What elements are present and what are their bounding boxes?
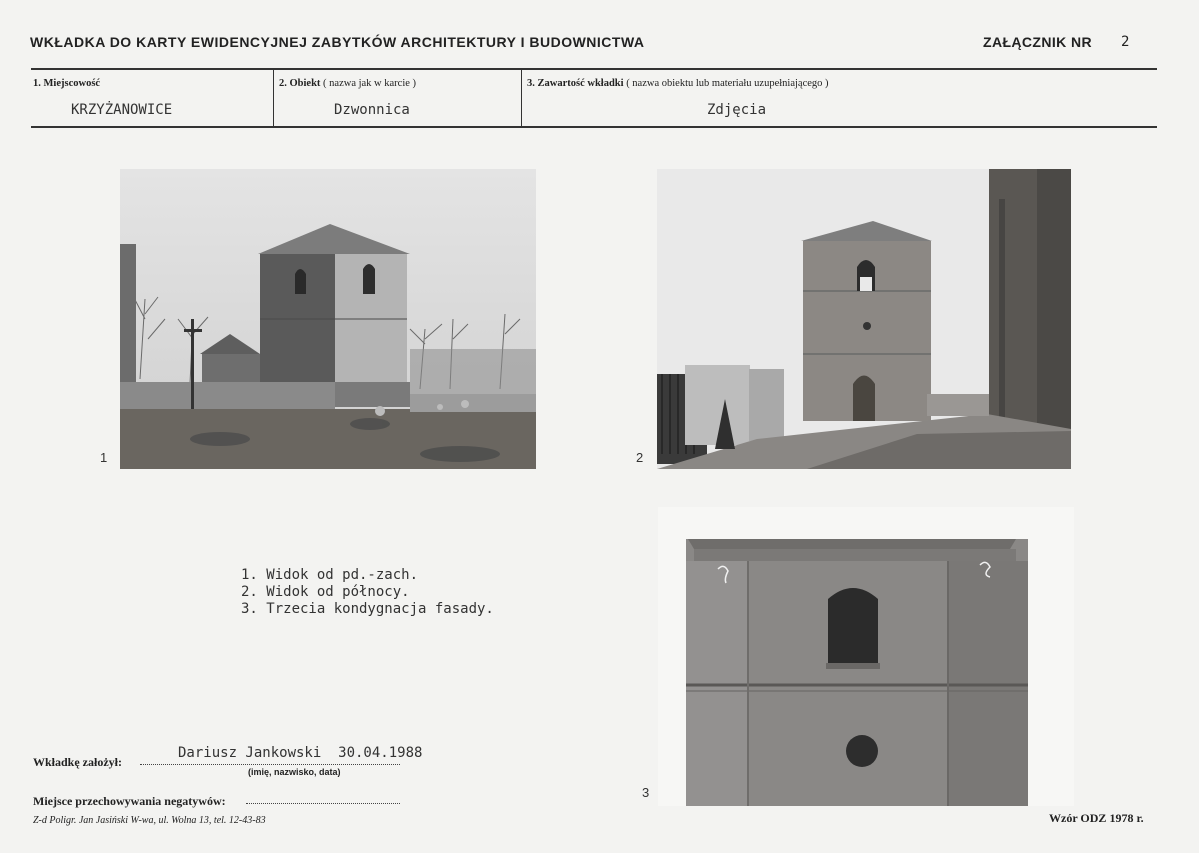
- caption-2: 2. Widok od północy.: [241, 584, 410, 600]
- printer-imprint: Z-d Poligr. Jan Jasiński W-wa, ul. Wolna 13, tel. 12-43-83: [33, 815, 266, 826]
- photo-captions: [241, 567, 494, 618]
- annex-label: ZAŁĄCZNIK NR: [983, 34, 1093, 50]
- annex-number: 2: [1121, 34, 1130, 50]
- photo-1-number: 1: [100, 450, 108, 465]
- author-label: Wkładkę założył:: [33, 755, 122, 769]
- field-divider-2: [521, 70, 522, 126]
- photo-2-number: 2: [636, 450, 644, 465]
- header-top-rule: [31, 68, 1157, 70]
- photo-3: [658, 507, 1074, 806]
- negatives-dotted-line: [246, 803, 400, 804]
- photo-2: [657, 169, 1071, 469]
- header-bottom-rule: [31, 126, 1157, 128]
- locality-value: KRZYŻANOWICE: [71, 102, 173, 118]
- object-value: Dzwonnica: [334, 102, 410, 118]
- content-value: Zdjęcia: [707, 102, 767, 118]
- locality-label: 1. Miejscowość: [33, 78, 101, 89]
- form-pattern: Wzór ODZ 1978 r.: [1049, 811, 1144, 825]
- author-hint: (imię, nazwisko, data): [248, 767, 341, 777]
- document-title: WKŁADKA DO KARTY EWIDENCYJNEJ ZABYTKÓW ARCHITEKTURY I BUDOWNICTWA: [30, 34, 645, 50]
- photo-3-number: 3: [642, 785, 650, 800]
- field-divider-1: [273, 70, 274, 126]
- object-label: 2. Obiekt ( nazwa jak w karcie ): [279, 78, 417, 89]
- negatives-label: Miejsce przechowywania negatywów:: [33, 794, 226, 808]
- author-value: Dariusz Jankowski 30.04.1988: [178, 745, 423, 761]
- photo-1: [120, 169, 536, 469]
- caption-1: 1. Widok od pd.-zach.: [241, 567, 419, 583]
- author-dotted-line: [140, 764, 400, 765]
- caption-3: 3. Trzecia kondygnacja fasady.: [241, 601, 494, 617]
- content-label: 3. Zawartość wkładki ( nazwa obiektu lub materiału uzupełniającego ): [527, 78, 829, 89]
